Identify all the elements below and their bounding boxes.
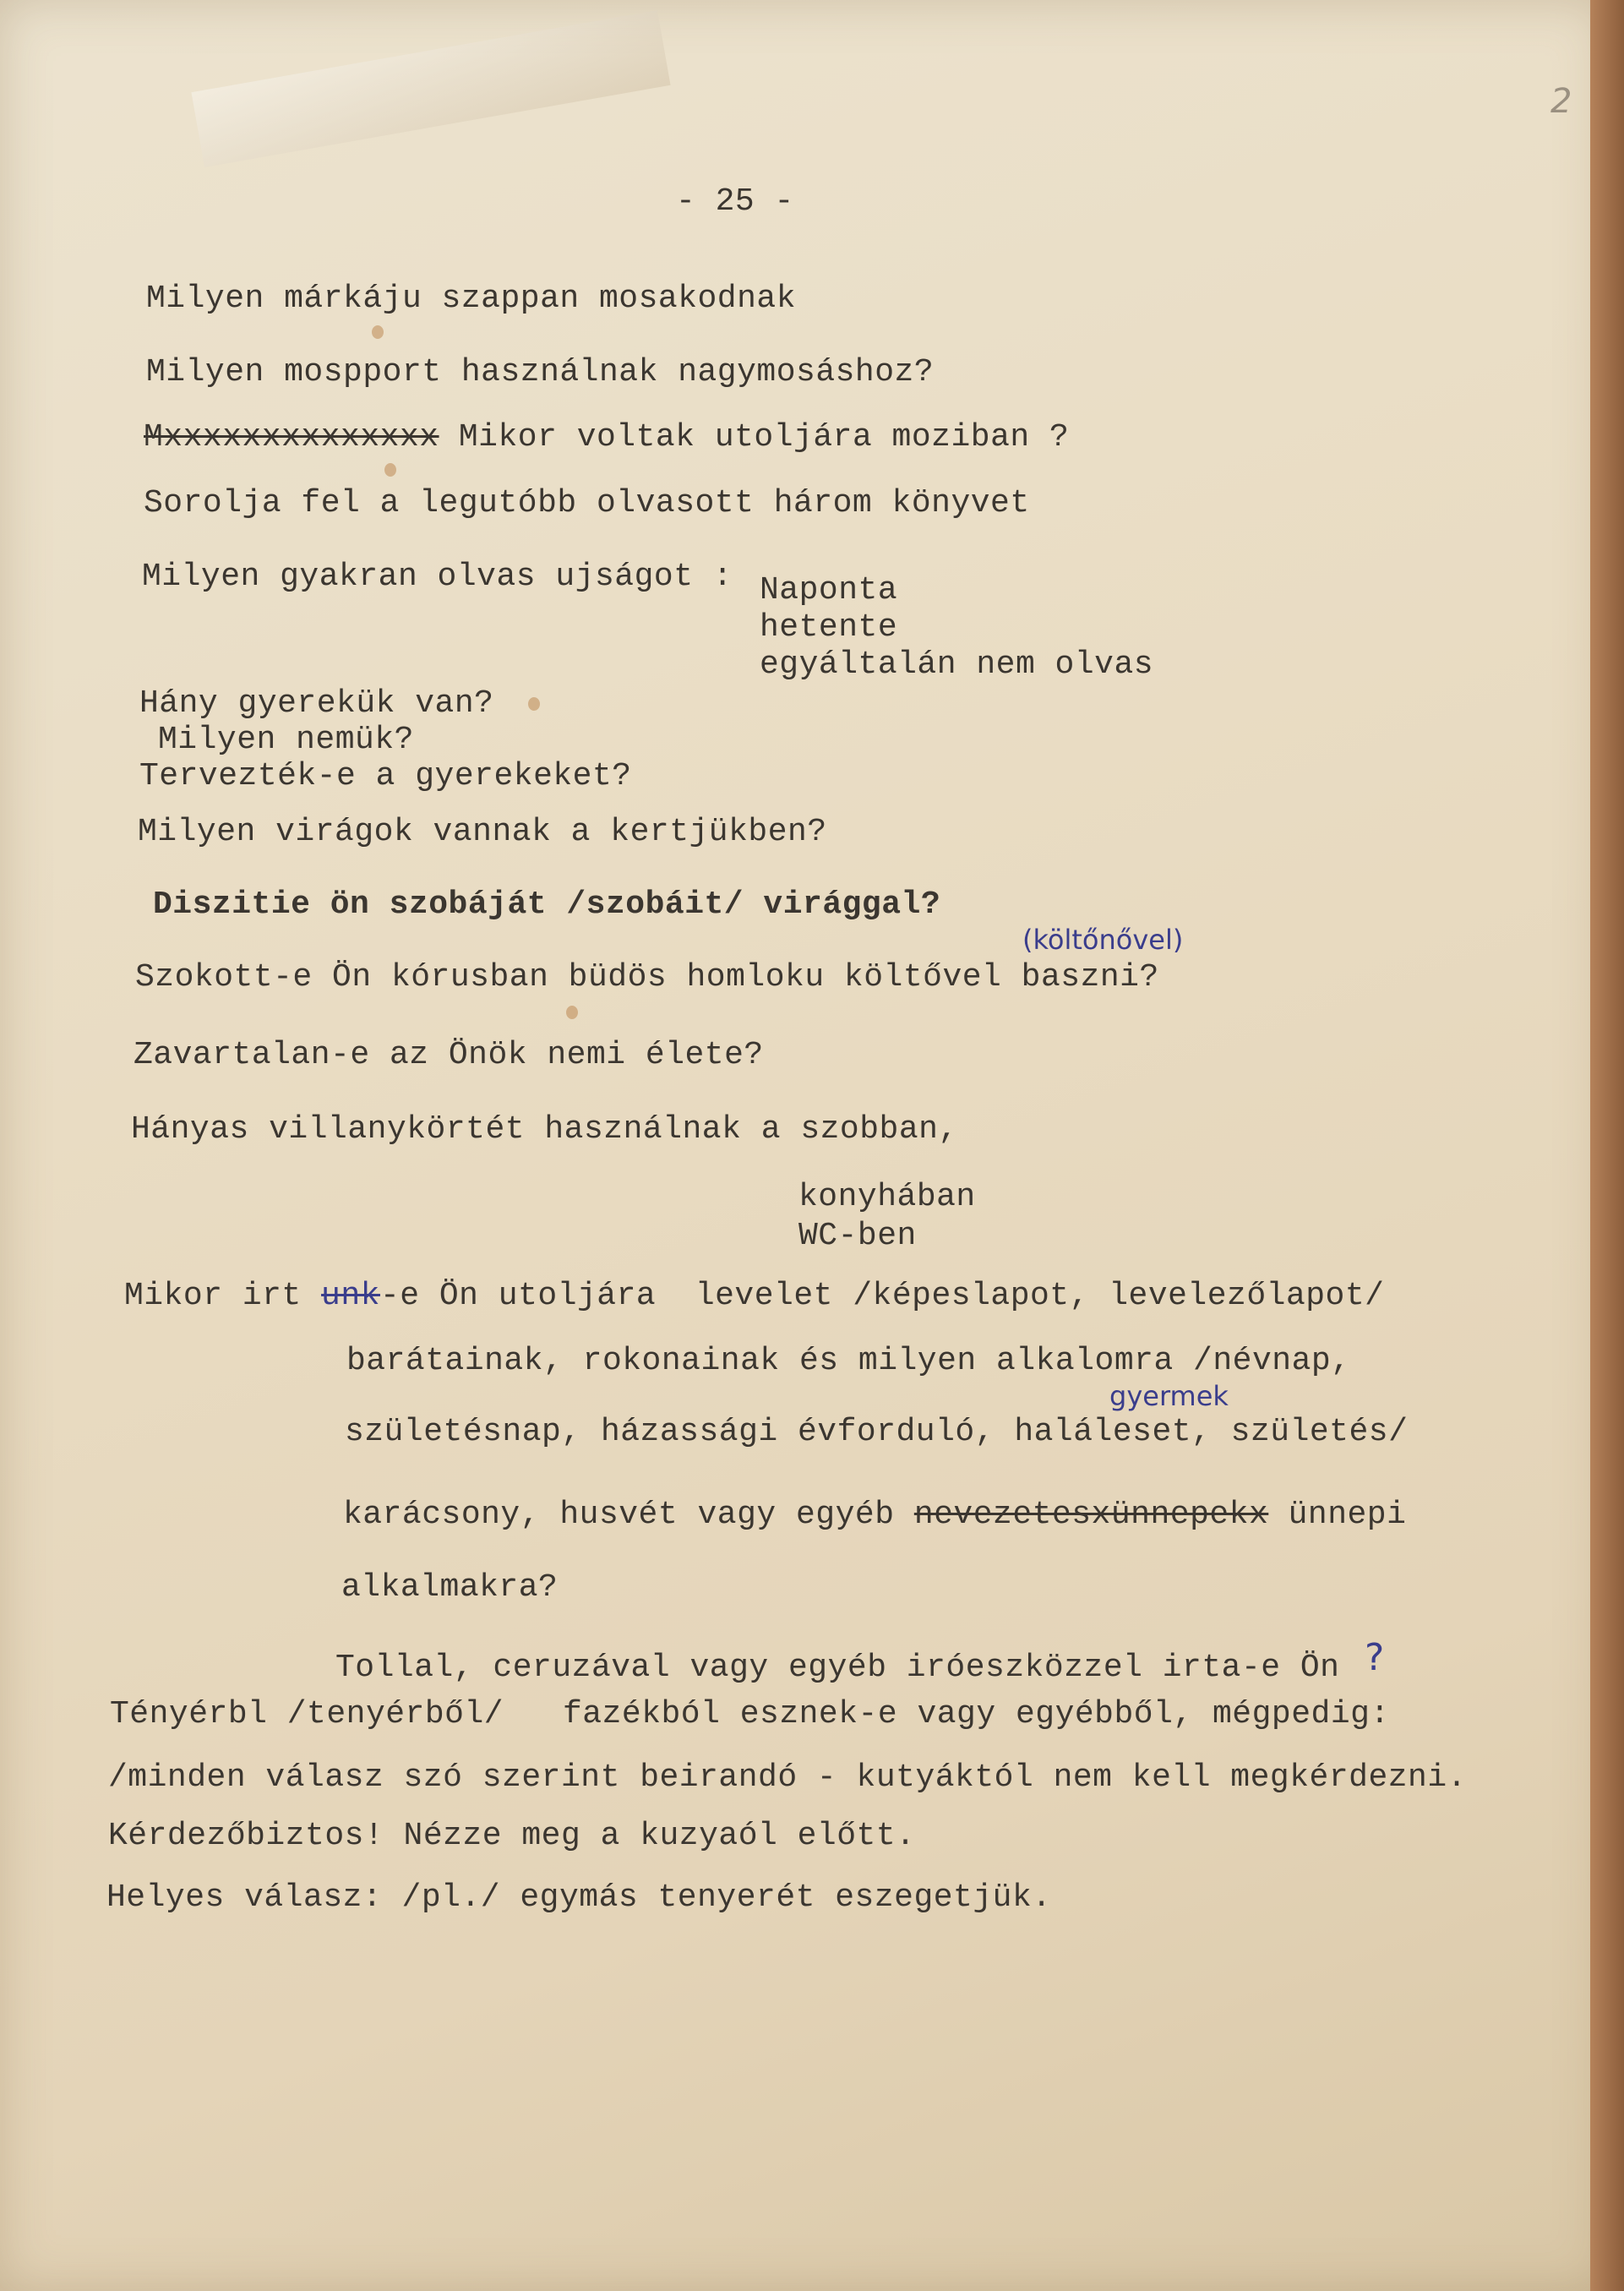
question-washing-powder: Milyen mospport használnak nagymosáshoz? [146,354,935,390]
paper-fold [191,10,670,167]
stain [528,697,540,711]
question-planned-children: Tervezték-e a gyerekeket? [139,758,632,794]
stain [384,463,396,477]
struck-text: Mxxxxxxxxxxxxxx [144,419,439,455]
question-decorate-room: Diszitie ön szobáját /szobáit/ virággal? [153,886,941,923]
question-text: Mikor irt [124,1278,322,1314]
question-text: Mikor voltak utoljára moziban ? [439,419,1070,455]
correct-answer: Helyes válasz: /pl./ egymás tenyerét eszegetjük. [106,1879,1052,1916]
stain [566,1006,578,1019]
answer-option-never: egyáltalán nem olvas [760,646,1154,683]
page-number: - 25 - [676,183,794,220]
question-occasions-end: alkalmakra? [341,1569,559,1606]
handwritten-correction-child: gyermek [1109,1380,1229,1412]
question-light-bulbs: Hányas villanykörtét használnak a szobban, [131,1111,958,1148]
question-text: -e Ön utoljára levelet /képeslapot, levelezőlapot/ [379,1278,1385,1314]
question-occasions: születésnap, házassági évforduló, haláleset, születés/ [345,1414,1409,1450]
question-text: ünnepi [1268,1497,1407,1533]
question-letter-recipients: barátainak, rokonainak és milyen alkalomra /névnap, [346,1343,1351,1379]
corner-page-mark: 2 [1550,82,1572,121]
question-holidays [343,1499,1406,1531]
question-letter-writing [124,1280,1384,1312]
answer-wc: WC-ben [798,1218,917,1254]
stain [372,325,384,339]
handwritten-question-mark: ? [1365,1636,1385,1679]
struck-text: unk [321,1278,380,1314]
question-garden-flowers: Milyen virágok vannak a kertjükben? [138,814,827,850]
question-books: Sorolja fel a legutóbb olvasott három könyvet [144,485,1030,521]
instruction-answer: /minden válasz szó szerint beirandó - kutyáktól nem kell megkérdezni. [108,1759,1467,1796]
question-text: karácsony, husvét vagy egyéb [343,1497,914,1533]
handwritten-correction-poetess: (költőnővel) [1022,924,1184,956]
question-newspaper: Milyen gyakran olvas ujságot : [142,559,733,595]
question-sex-life: Zavartalan-e az Önök nemi élete? [134,1037,764,1073]
answer-option-weekly: hetente [760,609,898,646]
question-cinema [144,419,1070,455]
question-eating: Tényérbl /tenyérből/ fazékból esznek-e vagy egyébből, mégpedig: [110,1696,1390,1732]
wood-background-right [1590,0,1624,2291]
answer-kitchen: konyhában [798,1179,976,1215]
question-choir: Szokott-e Ön kórusban büdös homloku költővel baszni? [135,959,1159,995]
answer-option-daily: Naponta [760,572,898,608]
struck-text: nevezetesxünnepekx [913,1497,1269,1533]
question-writing-tool: Tollal, ceruzával vagy egyéb iróeszközzel irta-e Ön [335,1650,1340,1686]
question-children-count: Hány gyerekük van? [139,685,494,722]
question-soap-brand: Milyen márkáju szappan mosakodnak [146,281,797,317]
question-children-sex: Milyen nemük? [158,722,414,758]
instruction-interviewer: Kérdezőbiztos! Nézze meg a kuzyaól előtt. [108,1818,916,1854]
